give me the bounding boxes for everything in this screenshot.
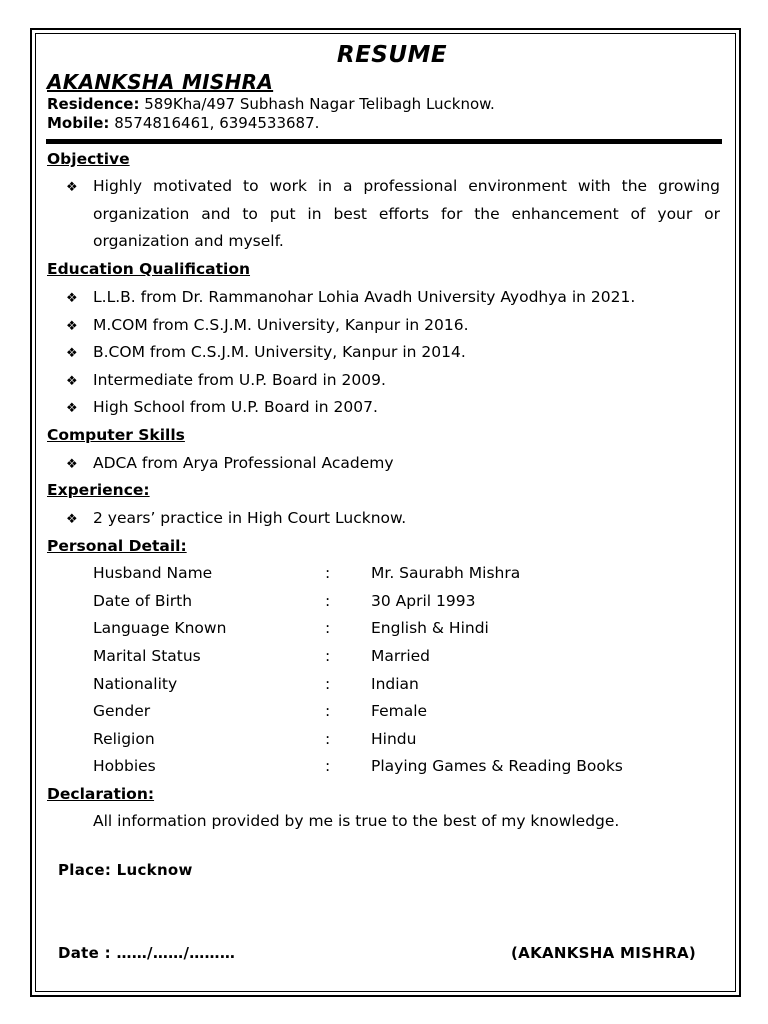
personal-value: Married [371, 647, 431, 665]
mobile-line [47, 114, 319, 132]
place-line: Place: Lucknow [58, 861, 193, 879]
bullet-icon: ❖ [66, 180, 78, 195]
declaration-text: All information provided by me is true to the best of my knowledge. [93, 812, 620, 830]
personal-label: Language Known [93, 619, 227, 637]
personal-label: Date of Birth [93, 592, 193, 610]
personal-value: Mr. Saurabh Mishra [371, 564, 521, 582]
declaration-heading: Declaration: [47, 785, 155, 803]
signature-name: (AKANKSHA MISHRA) [511, 944, 697, 962]
residence-value: 589Kha/497 Subhash Nagar Telibagh Lucknow. [144, 95, 495, 113]
bullet-icon: ❖ [66, 374, 78, 389]
objective-heading: Objective [47, 150, 130, 168]
resume-title: RESUME [336, 42, 448, 68]
bullet-icon: ❖ [66, 401, 78, 416]
education-item: M.COM from C.S.J.M. University, Kanpur in 2016. [93, 316, 469, 334]
personal-heading: Personal Detail: [47, 537, 187, 555]
personal-value: Hindu [371, 730, 417, 748]
personal-value: 30 April 1993 [371, 592, 476, 610]
personal-colon: : [325, 564, 331, 582]
personal-colon: : [325, 592, 331, 610]
personal-label: Gender [93, 702, 151, 720]
bullet-icon: ❖ [66, 512, 78, 527]
education-heading: Education Qualification [47, 260, 251, 278]
bullet-icon: ❖ [66, 291, 78, 306]
personal-label: Husband Name [93, 564, 213, 582]
skills-heading: Computer Skills [47, 426, 185, 444]
personal-colon: : [325, 757, 331, 775]
personal-value: Playing Games & Reading Books [371, 757, 623, 775]
personal-label: Nationality [93, 675, 178, 693]
date-line: Date : ……/……/……… [58, 944, 236, 962]
bullet-icon: ❖ [66, 319, 78, 334]
bullet-icon: ❖ [66, 457, 78, 472]
personal-colon: : [325, 619, 331, 637]
mobile-label: Mobile: [47, 114, 110, 132]
personal-label: Hobbies [93, 757, 156, 775]
experience-item: 2 years’ practice in High Court Lucknow. [93, 509, 407, 527]
personal-label: Marital Status [93, 647, 201, 665]
residence-label: Residence: [47, 95, 140, 113]
education-item: L.L.B. from Dr. Rammanohar Lohia Avadh University Ayodhya in 2021. [93, 288, 636, 306]
mobile-value: 8574816461, 6394533687. [114, 114, 320, 132]
objective-text: Highly motivated to work in a professional environment with the growing organization and to put in best efforts for the enhancement of your or organization and myself. [93, 177, 720, 251]
candidate-name: AKANKSHA MISHRA [47, 70, 274, 94]
education-item: High School from U.P. Board in 2007. [93, 398, 378, 416]
education-item: B.COM from C.S.J.M. University, Kanpur in 2014. [93, 343, 466, 361]
personal-colon: : [325, 702, 331, 720]
personal-colon: : [325, 675, 331, 693]
personal-value: Indian [371, 675, 419, 693]
header-divider [46, 139, 722, 144]
personal-value: English & Hindi [371, 619, 489, 637]
personal-value: Female [371, 702, 428, 720]
personal-colon: : [325, 730, 331, 748]
skills-item: ADCA from Arya Professional Academy [93, 454, 394, 472]
personal-label: Religion [93, 730, 155, 748]
bullet-icon: ❖ [66, 346, 78, 361]
personal-colon: : [325, 647, 331, 665]
education-item: Intermediate from U.P. Board in 2009. [93, 371, 386, 389]
experience-heading: Experience: [47, 481, 150, 499]
residence-line [47, 95, 495, 113]
